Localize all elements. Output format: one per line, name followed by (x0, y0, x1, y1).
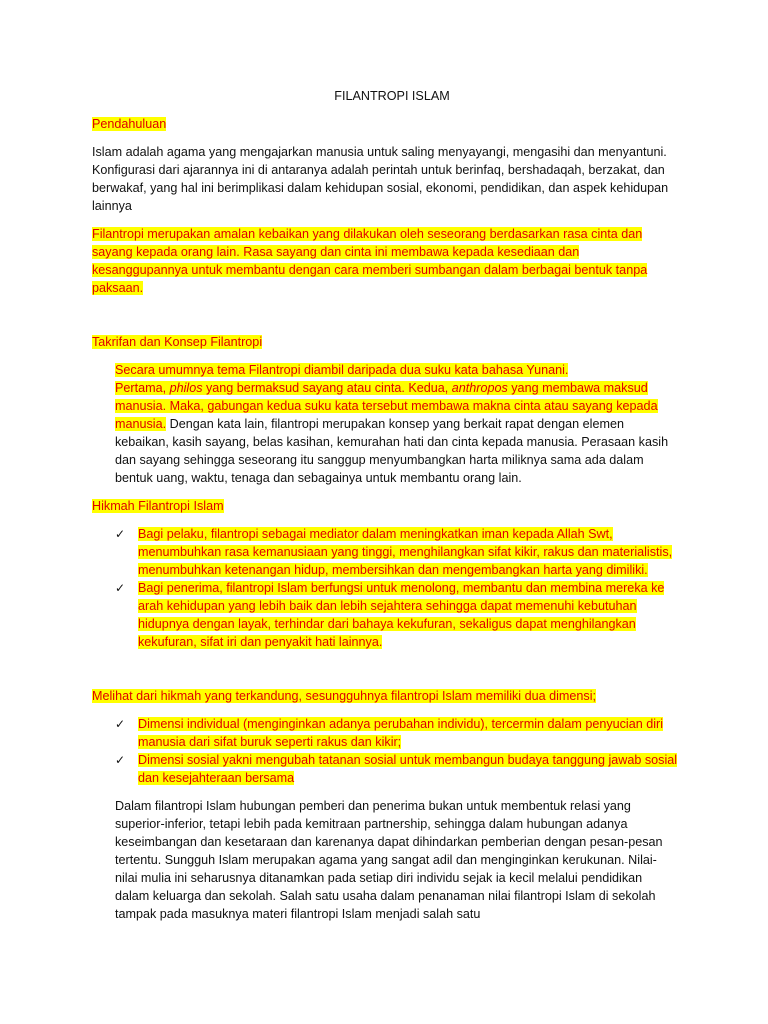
list-item-text: Dimensi individual (menginginkan adanya perubahan individu), tercermin dalam penyucian diri manusia dari sifat buruk seperti rakus dan kikir; (138, 717, 664, 749)
check-mark-icon: ✓ (115, 581, 126, 595)
highlighted-text: Secara umumnya tema Filantropi diambil daripada dua suku kata bahasa Yunani. (115, 363, 569, 377)
document-body (92, 87, 678, 933)
highlighted-text: Pertama, (115, 381, 170, 395)
list-item (92, 525, 678, 579)
italic-term-philos: philos (169, 381, 203, 395)
heading-pendahuluan (92, 115, 678, 133)
check-mark-icon: ✓ (115, 753, 126, 767)
paragraph-takrifan (115, 361, 678, 487)
heading-dimensi-text: Melihat dari hikmah yang terkandung, sesungguhnya filantropi Islam memiliki dua dimensi; (92, 689, 597, 703)
heading-hikmah-text: Hikmah Filantropi Islam (92, 499, 224, 513)
highlighted-text: yang membawa maksud manusia. Maka, gabungan kedua suku kata tersebut membawa makna cinta atau sayang kepada manusia. (115, 381, 658, 431)
heading-dimensi (92, 687, 678, 705)
list-item (92, 579, 678, 651)
list-item (92, 715, 678, 751)
italic-term-anthropos: anthropos (451, 381, 508, 395)
heading-takrifan-text: Takrifan dan Konsep Filantropi (92, 335, 263, 349)
dimensi-list (92, 715, 678, 787)
heading-hikmah (92, 497, 678, 515)
spacer (92, 661, 678, 687)
heading-takrifan (92, 333, 678, 351)
document-title: FILANTROPI ISLAM (334, 89, 450, 103)
paragraph-pendahuluan-2 (92, 225, 678, 297)
list-item (92, 751, 678, 787)
highlighted-text: yang bermaksud sayang atau cinta. Kedua, (202, 381, 452, 395)
list-item-text: Dimensi sosial yakni mengubah tatanan sosial untuk membangun budaya tanggung jawab sosial dan kesejahteraan bersama (138, 753, 678, 785)
spacer (92, 307, 678, 333)
hikmah-list (92, 525, 678, 651)
list-item-text: Bagi pelaku, filantropi sebagai mediator dalam meningkatkan iman kepada Allah Swt, menumbuhkan rasa kemanusiaan yang tinggi, menghilangkan sifat kikir, rakus dan materialistis, menumbuhkan ketenangan hidup, membersihkan dan mengembangkan harta yang dimiliki. (138, 527, 673, 577)
check-mark-icon: ✓ (115, 717, 126, 731)
highlighted-text: Filantropi merupakan amalan kebaikan yang dilakukan oleh seseorang berdasarkan rasa cinta dan sayang kepada orang lain. Rasa sayang dan cinta ini membawa kepada kesediaan dan kesanggupannya untuk membantu dengan cara memberi sumbangan dalam berbagai bentuk tanpa paksaan. (92, 227, 648, 295)
paragraph-closing: Dalam filantropi Islam hubungan pemberi dan penerima bukan untuk membentuk relasi yang superior-inferior, tetapi lebih pada kemitraan partnership, sehingga dalam hubungan adanya keseimbangan dan kesetaraan dan karenanya dapat dihindarkan pemberian dengan pesan-pesan tertentu. Sungguh Islam merupakan agama yang sangat adil dan menginginkan kerukunan. Nilai-nilai mulia ini seharusnya ditanamkan pada setiap diri individu sejak ia kecil melalui pendidikan dalam keluarga dan sekolah. Salah satu usaha dalam penanaman nilai filantropi Islam di sekolah tampak pada masuknya materi filantropi Islam menjadi salah satu (115, 799, 663, 921)
heading-pendahuluan-text: Pendahuluan (92, 117, 167, 131)
plain-text: Dengan kata lain, filantropi merupakan konsep yang berkait rapat dengan elemen kebaikan, kasih sayang, belas kasihan, kemurahan hati dan cinta kepada manusia. Perasaan kasih dan sayang sehingga seseorang itu sanggup menyumbangkan harta miliknya sama ada dalam bentuk uang, waktu, tenaga dan sebagainya untuk membantu orang lain. (115, 417, 669, 485)
check-mark-icon: ✓ (115, 527, 126, 541)
list-item-text: Bagi penerima, filantropi Islam berfungsi untuk menolong, membantu dan membina mereka ke arah kehidupan yang lebih baik dan lebih sejahtera sehingga dapat memenuhi kebutuhan hidupnya dengan layak, terhindar dari bahaya kekufuran, sekaligus dapat menghilangkan kekufuran, sifat iri dan penyakit hati lainnya. (138, 581, 665, 649)
paragraph-pendahuluan-1: Islam adalah agama yang mengajarkan manusia untuk saling menyayangi, mengasihi dan menyantuni. Konfigurasi dari ajarannya ini di antaranya adalah perintah untuk berinfaq, bershadaqah, berzakat, dan berwakaf, yang hal ini berimplikasi dalam kehidupan sosial, ekonomi, pendidikan, dan aspek kehidupan lainnya (92, 145, 669, 213)
